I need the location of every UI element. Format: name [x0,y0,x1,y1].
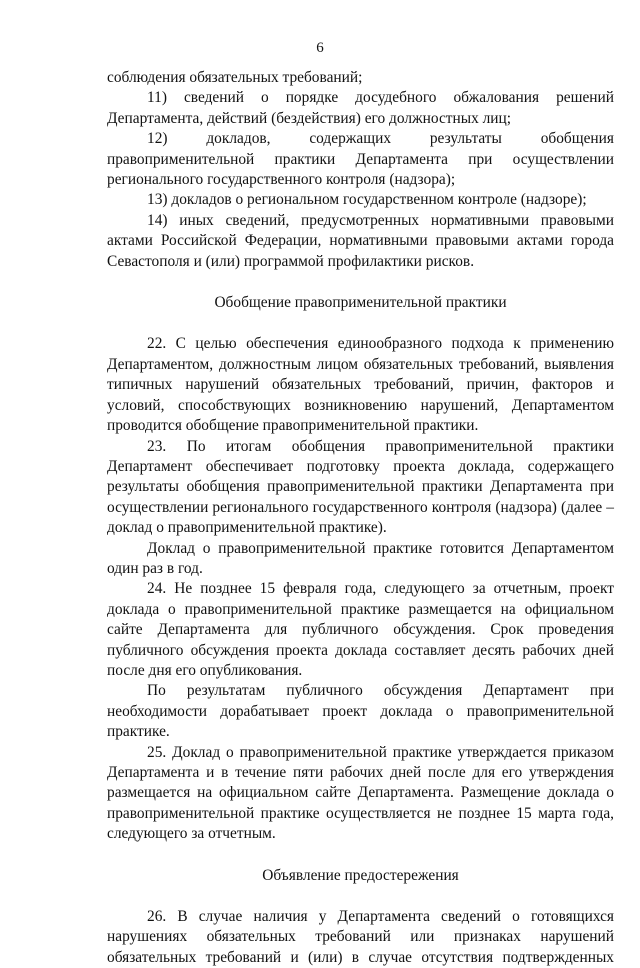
paragraph: 26. В случае наличия у Департамента сведений о готовящихся нарушениях обязательных требований или признаках нарушений обязательных требований и (или) в случае отсутствия подтвержденных [107,908,614,966]
paragraph: соблюдения обязательных требований; [107,69,363,86]
paragraph: 24. Не позднее 15 февраля года, следующего за отчетным, проект доклада о правоприменительной практике размещается на официальном сайте Департамента для публичного обсуждения. Срок проведения публичного обсуждения проекта доклада составляет десять рабочих дней после дня его опубликования. [107,580,614,679]
section-gap [107,313,614,334]
section-gap [107,845,614,866]
paragraph: 12) докладов, содержащих результаты обобщения правоприменительной практики Департамента при осуществлении регионального государственного контроля (надзора); [107,130,614,189]
paragraph: Доклад о правоприменительной практике готовится Департаментом один раз в год. [107,539,614,577]
paragraph: 14) иных сведений, предусмотренных нормативными правовыми актами Российской Федерации, нормативными правовыми актами города Севастополя и (или) программой профилактики рисков. [107,211,614,270]
section-gap [107,886,614,907]
paragraph: 22. С целью обеспечения единообразного подхода к применению Департаментом, должностным лицом обязательных требований, выявления типичных нарушений обязательных требований, причин, факторов и условий, способствующих возникновению нарушений, Департаментом проводится обобщение правоприменительной практики. [107,335,614,435]
page-number: 6 [316,40,324,56]
paragraph: 25. Доклад о правоприменительной практике утверждается приказом Департамента и в течение пяти рабочих дней после для его утверждения размещается на официальном сайте Департамента. Размещение доклада о правоприменительной практике осуществляется не позднее 15 марта года, следующего за отчетным. [107,743,614,843]
paragraph: 13) докладов о региональном государственном контроле (надзоре); [147,191,587,209]
paragraph: По результатам публичного обсуждения Департамент при необходимости дорабатывает проект доклада о правоприменительной практике. [107,682,614,741]
section-heading: Обобщение правоприменительной практики [214,294,507,312]
section-heading: Объявление предостережения [262,866,459,884]
paragraph: 23. По итогам обобщения правоприменительной практики Департамент обеспечивает подготовку проекта доклада, содержащего результаты обобщения правоприменительной практики Департамента при осуществлении регионального государственного контроля (надзора) (далее – доклад о правоприменительной практике). [107,437,614,537]
section-gap [107,272,614,293]
document-body [107,68,614,968]
paragraph: 11) сведений о порядке досудебного обжалования решений Департамента, действий (бездействия) его должностных лиц; [107,89,614,127]
